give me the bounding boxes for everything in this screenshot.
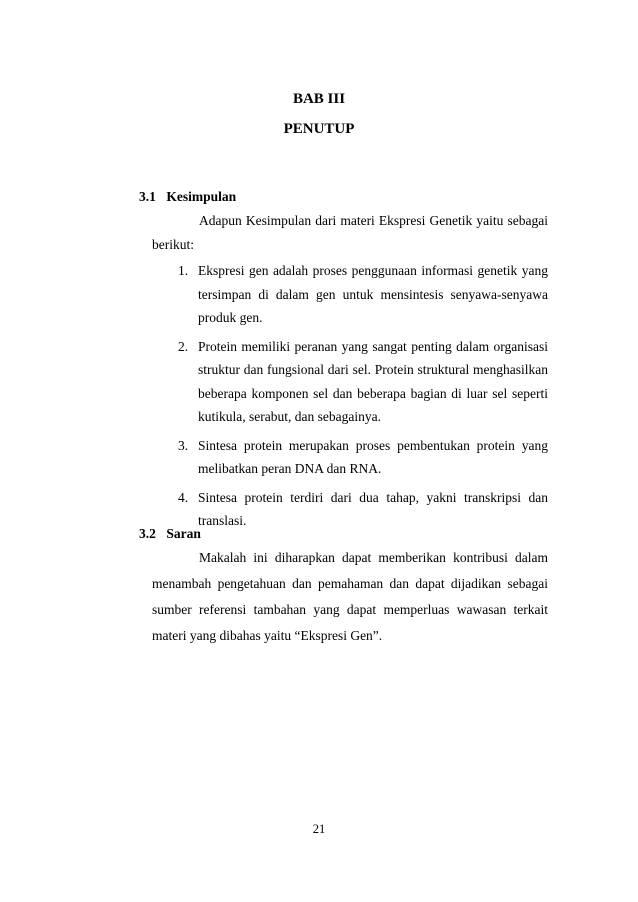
- chapter-number: BAB III: [292, 91, 346, 107]
- list-item-text: Sintesa protein terdiri dari dua tahap, yakni transkripsi dan translasi.: [198, 489, 548, 528]
- list-item-text: Protein memiliki peranan yang sangat penting dalam organisasi struktur dan fungsional dari sel. Protein struktural menghasilkan beberapa komponen sel dan beberapa bagian di luar sel seperti kutikula, serabut, dan sebagainya.: [198, 338, 548, 424]
- section-title: Kesimpulan: [166, 189, 237, 204]
- list-item-text: Ekspresi gen adalah proses penggunaan informasi genetik yang tersimpan di dalam gen untuk mensintesis senyawa-senyawa produk gen.: [198, 263, 548, 325]
- list-item: [178, 486, 548, 533]
- list-item: [178, 259, 548, 330]
- list-marker: 1.: [178, 263, 189, 278]
- page-number: 21: [312, 822, 326, 836]
- chapter-title: PENUTUP: [283, 121, 355, 137]
- list-marker: 2.: [178, 338, 189, 354]
- list-marker: 3.: [178, 437, 189, 453]
- section-number: 3.1: [139, 189, 156, 204]
- list-item: [178, 434, 548, 481]
- section-number: 3.2: [139, 526, 156, 541]
- list-marker: 4.: [178, 489, 189, 505]
- section-title: Saran: [166, 526, 201, 541]
- list-item-text: Sintesa protein merupakan proses pembentukan protein yang melibatkan peran DNA dan RNA.: [198, 437, 548, 476]
- section-heading-saran: [139, 526, 201, 542]
- section-heading-kesimpulan: [139, 189, 236, 205]
- saran-paragraph: Makalah ini diharapkan dapat memberikan kontribusi dalam menambah pengetahuan dan pemahaman dan dapat dijadikan sebagai sumber referensi tambahan yang dapat memperluas wawasan terkait materi yang dibahas yaitu “Ekspresi Gen”.: [152, 550, 548, 643]
- list-item: [178, 335, 548, 429]
- kesimpulan-intro-paragraph: Adapun Kesimpulan dari materi Ekspresi Genetik yaitu sebagai berikut:: [152, 213, 548, 252]
- kesimpulan-list: [178, 259, 548, 538]
